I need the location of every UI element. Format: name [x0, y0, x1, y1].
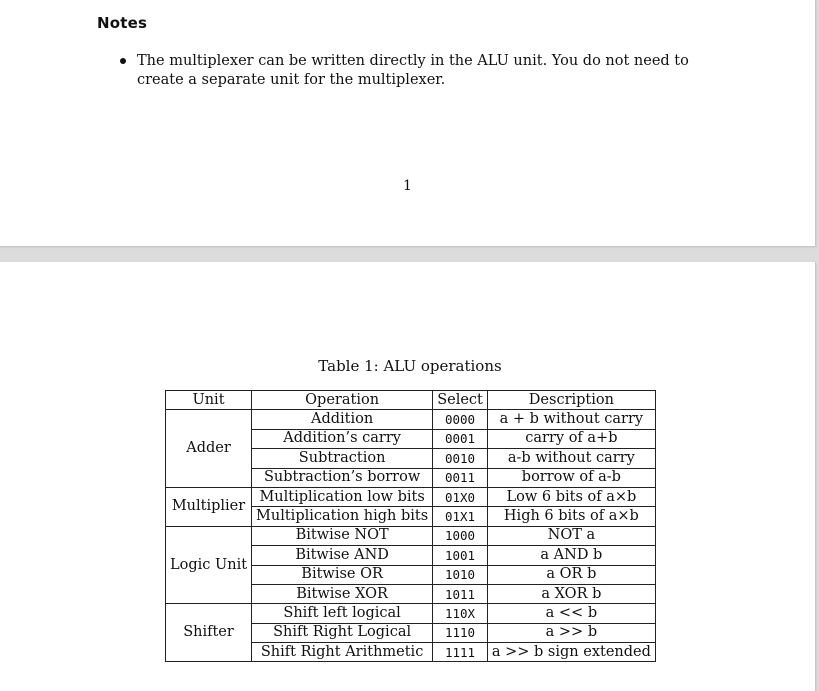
- notes-bullet-item: [120, 52, 740, 90]
- unit-cell: Adder: [166, 410, 252, 488]
- operation-cell: Addition’s carry: [252, 429, 433, 448]
- column-header-unit: Unit: [166, 391, 252, 410]
- select-cell: 1010: [433, 565, 488, 584]
- notes-heading: Notes: [97, 14, 148, 32]
- description-cell: a >> b sign extended: [487, 643, 655, 662]
- description-cell: a OR b: [487, 565, 655, 584]
- page-number: 1: [403, 178, 412, 194]
- select-cell: 01X0: [433, 487, 488, 506]
- description-cell: a-b without carry: [487, 449, 655, 468]
- table-body: [166, 410, 656, 662]
- operation-cell: Shift Right Arithmetic: [252, 643, 433, 662]
- operation-cell: Shift Right Logical: [252, 623, 433, 642]
- select-cell: 1000: [433, 526, 488, 545]
- document-page-1: [0, 0, 816, 246]
- operation-cell: Addition: [252, 410, 433, 429]
- description-cell: Low 6 bits of a×b: [487, 487, 655, 506]
- select-cell: 1111: [433, 643, 488, 662]
- operation-cell: Bitwise AND: [252, 546, 433, 565]
- description-cell: NOT a: [487, 526, 655, 545]
- operation-cell: Bitwise XOR: [252, 584, 433, 603]
- table-row: [166, 487, 656, 506]
- description-cell: a >> b: [487, 623, 655, 642]
- table-row: [166, 526, 656, 545]
- operation-cell: Multiplication high bits: [252, 507, 433, 526]
- operation-cell: Shift left logical: [252, 604, 433, 623]
- select-cell: 0010: [433, 449, 488, 468]
- select-cell: 01X1: [433, 507, 488, 526]
- select-cell: 1011: [433, 584, 488, 603]
- document-page-2: [0, 262, 816, 691]
- description-cell: borrow of a-b: [487, 468, 655, 487]
- description-cell: a + b without carry: [487, 410, 655, 429]
- table-row: [166, 604, 656, 623]
- table-row: [166, 410, 656, 429]
- unit-cell: Multiplier: [166, 487, 252, 526]
- table-header-row: [166, 391, 656, 410]
- operation-cell: Bitwise NOT: [252, 526, 433, 545]
- select-cell: 110X: [433, 604, 488, 623]
- description-cell: a XOR b: [487, 584, 655, 603]
- operation-cell: Multiplication low bits: [252, 487, 433, 506]
- column-header-description: Description: [487, 391, 655, 410]
- column-header-select: Select: [433, 391, 488, 410]
- bullet-icon: [120, 58, 126, 64]
- select-cell: 0011: [433, 468, 488, 487]
- operation-cell: Subtraction’s borrow: [252, 468, 433, 487]
- select-cell: 1110: [433, 623, 488, 642]
- column-header-operation: Operation: [252, 391, 433, 410]
- description-cell: a << b: [487, 604, 655, 623]
- description-cell: carry of a+b: [487, 429, 655, 448]
- notes-bullet-text: The multiplexer can be written directly in the ALU unit. You do not need to create a separate unit for the multiplexer.: [137, 53, 689, 88]
- alu-operations-table: [165, 390, 656, 662]
- select-cell: 0000: [433, 410, 488, 429]
- notes-list: [120, 52, 740, 90]
- select-cell: 0001: [433, 429, 488, 448]
- description-cell: High 6 bits of a×b: [487, 507, 655, 526]
- description-cell: a AND b: [487, 546, 655, 565]
- unit-cell: Logic Unit: [166, 526, 252, 604]
- operation-cell: Bitwise OR: [252, 565, 433, 584]
- unit-cell: Shifter: [166, 604, 252, 662]
- table-caption: Table 1: ALU operations: [318, 357, 502, 375]
- select-cell: 1001: [433, 546, 488, 565]
- operation-cell: Subtraction: [252, 449, 433, 468]
